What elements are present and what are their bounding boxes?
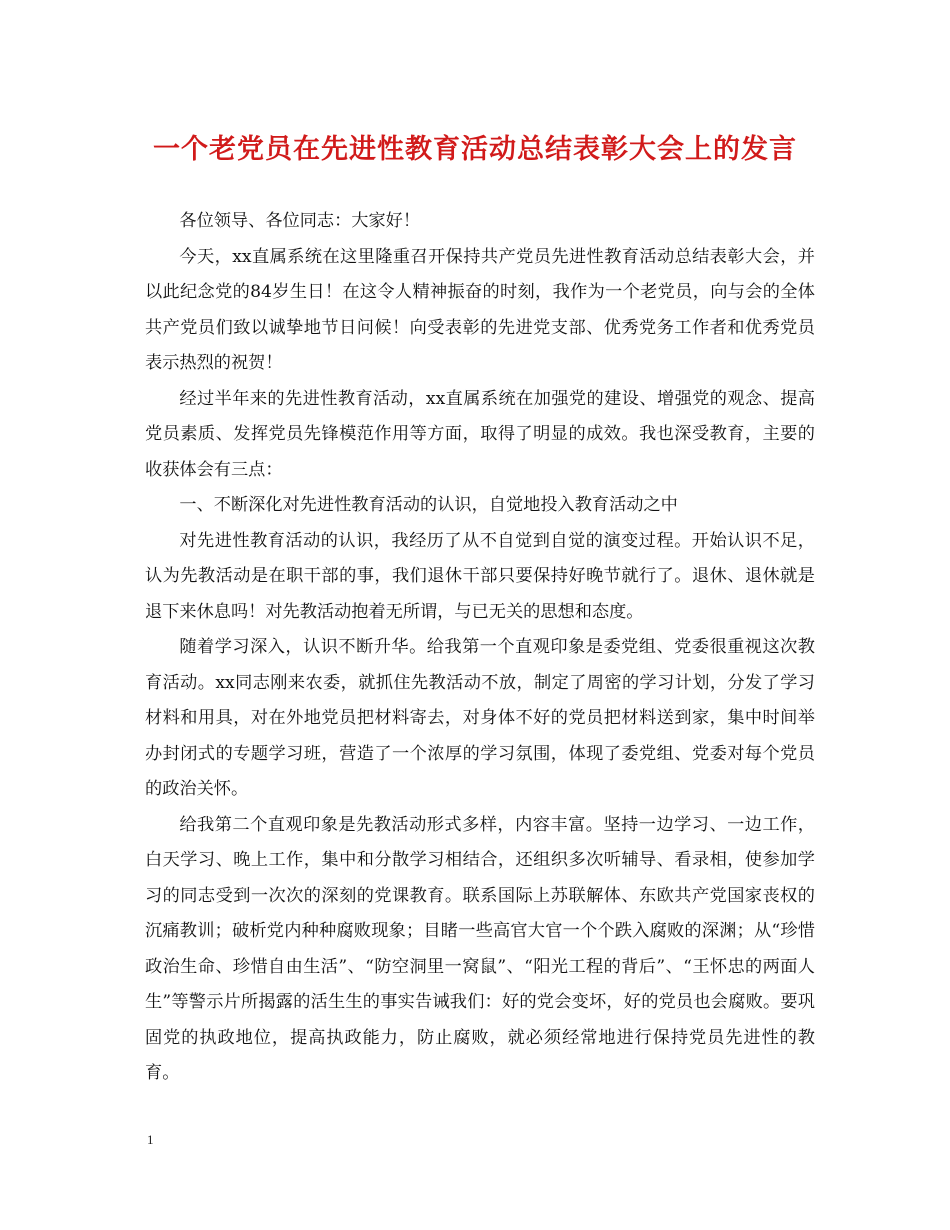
paragraph-achievements: 经过半年来的先进性教育活动，xx直属系统在加强党的建设、增强党的观念、提高党员素质、发挥党员先锋模范作用等方面，取得了明显的成效。我也深受教育，主要的收获体会有三点：: [145, 388, 815, 480]
paragraph-first-impression: 随着学习深入，认识不断升华。给我第一个直观印象是委党组、党委很重视这次教育活动。xx同志刚来农委，就抓住先教活动不放，制定了周密的学习计划，分发了学习材料和用具，对在外地党员把材料寄去，对身体不好的党员把材料送到家，集中时间举办封闭式的专题学习班，营造了一个浓厚的学习氛围，体现了委党组、党委对每个党员的政治关怀。: [145, 637, 815, 799]
page-title: 一个老党员在先进性教育活动总结表彰大会上的发言: [153, 134, 797, 165]
paragraph-second-impression: 给我第二个直观印象是先教活动形式多样，内容丰富。坚持一边学习、一边工作，白天学习、晚上工作，集中和分散学习相结合，还组织多次听辅导、看录相，使参加学习的同志受到一次次的深刻的党课教育。联系国际上苏联解体、东欧共产党国家丧权的沉痛教训；破析党内种种腐败现象；目睹一些高官大官一个个跌入腐败的深渊；从“珍惜政治生命、珍惜自由生活”、“防空洞里一窝鼠”、“阳光工程的背后”、“王怀忠的两面人生”等警示片所揭露的活生生的事实告诫我们：好的党会变坏，好的党员也会腐败。要巩固党的执政地位，提高执政能力，防止腐败，就必须经常地进行保持党员先进性的教育。: [145, 814, 815, 1083]
paragraph-opening: 今天，xx直属系统在这里隆重召开保持共产党员先进性教育活动总结表彰大会，并以此纪念党的84岁生日！在这令人精神振奋的时刻，我作为一个老党员，向与会的全体共产党员们致以诚挚地节日问候！向受表彰的先进党支部、优秀党务工作者和优秀党员表示热烈的祝贺！: [145, 246, 815, 373]
section-heading-one: 一、不断深化对先进性教育活动的认识，自觉地投入教育活动之中: [179, 495, 678, 515]
document-body: [145, 204, 815, 1092]
paragraph-understanding: 对先进性教育活动的认识，我经历了从不自觉到自觉的演变过程。开始认识不足，认为先教活动是在职干部的事，我们退休干部只要保持好晚节就行了。退休、退休就是退下来休息吗！对先教活动抱着无所谓，与已无关的思想和态度。: [145, 530, 815, 622]
page-number: 1: [147, 1132, 154, 1147]
paragraph-greeting: 各位领导、各位同志：大家好！: [179, 211, 421, 231]
